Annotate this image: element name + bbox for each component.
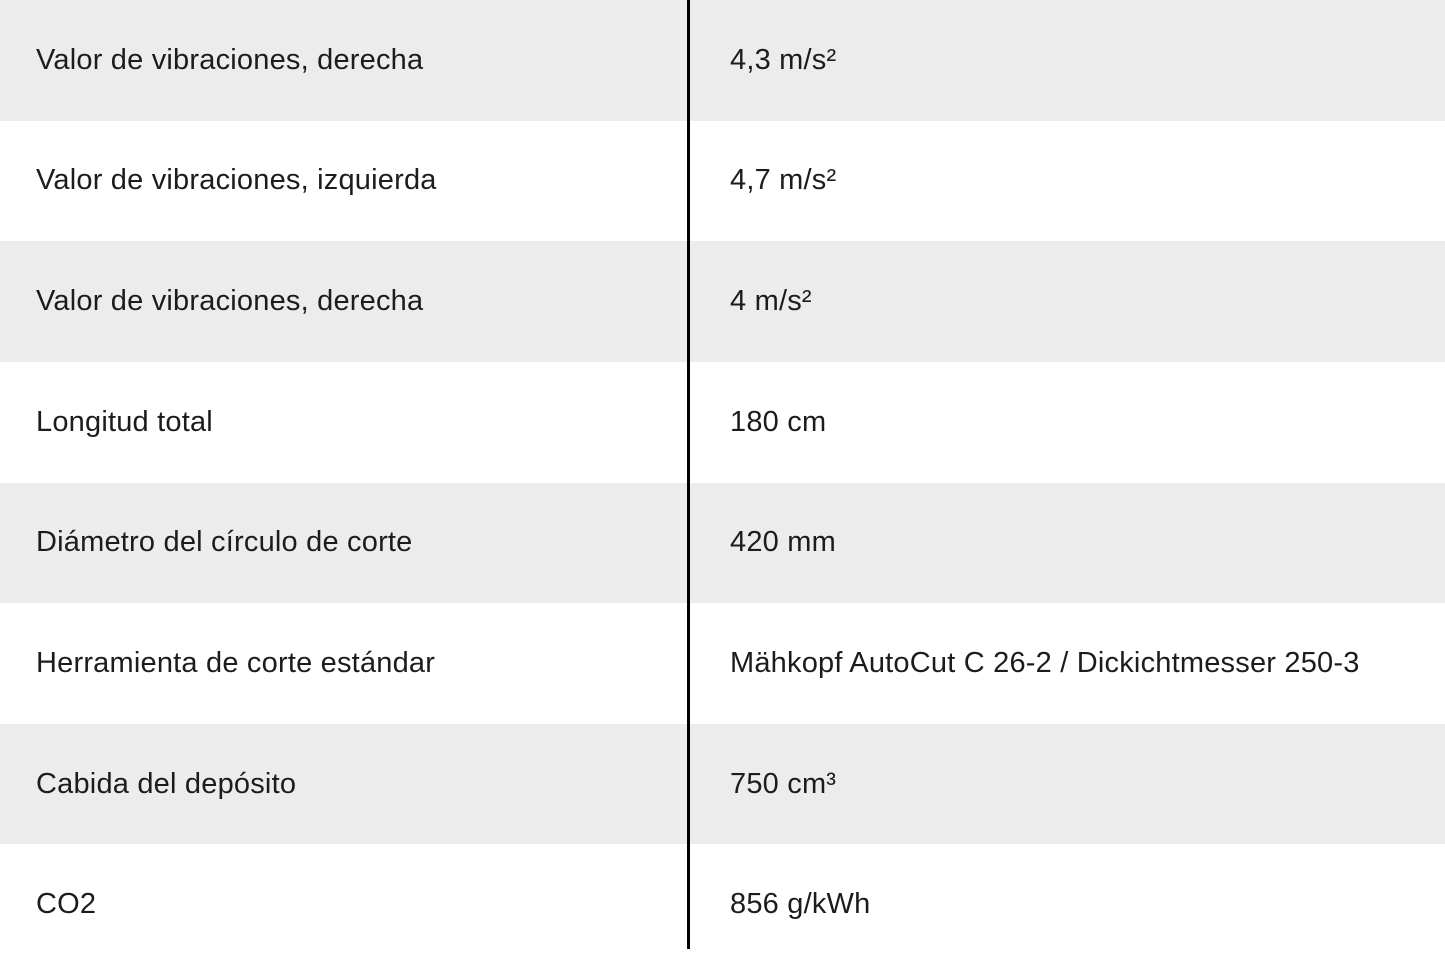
spec-label: Cabida del depósito bbox=[36, 767, 297, 800]
spec-label: CO2 bbox=[36, 888, 97, 921]
spec-row bbox=[0, 0, 1445, 121]
spec-row bbox=[0, 844, 1445, 953]
spec-label: Diámetro del círculo de corte bbox=[36, 526, 413, 559]
spec-label: Valor de vibraciones, izquierda bbox=[36, 164, 437, 197]
spec-value: 180 cm bbox=[730, 405, 827, 438]
spec-value: 4,7 m/s² bbox=[730, 164, 837, 197]
spec-row bbox=[0, 724, 1445, 845]
spec-row bbox=[0, 483, 1445, 604]
spec-value: 420 mm bbox=[730, 526, 836, 559]
spec-label: Longitud total bbox=[36, 405, 213, 438]
spec-value: Mähkopf AutoCut C 26-2 / Dickichtmesser 250-3 bbox=[730, 646, 1360, 679]
spec-label: Herramienta de corte estándar bbox=[36, 646, 436, 679]
spec-row bbox=[0, 241, 1445, 362]
spec-value: 856 g/kWh bbox=[730, 888, 871, 921]
spec-value: 4,3 m/s² bbox=[730, 43, 837, 76]
spec-label: Valor de vibraciones, derecha bbox=[36, 43, 424, 76]
spec-value: 750 cm³ bbox=[730, 767, 837, 800]
column-divider bbox=[687, 0, 690, 949]
spec-row bbox=[0, 121, 1445, 242]
spec-row bbox=[0, 603, 1445, 724]
spec-label: Valor de vibraciones, derecha bbox=[36, 285, 424, 318]
spec-row bbox=[0, 362, 1445, 483]
spec-value: 4 m/s² bbox=[730, 285, 812, 318]
